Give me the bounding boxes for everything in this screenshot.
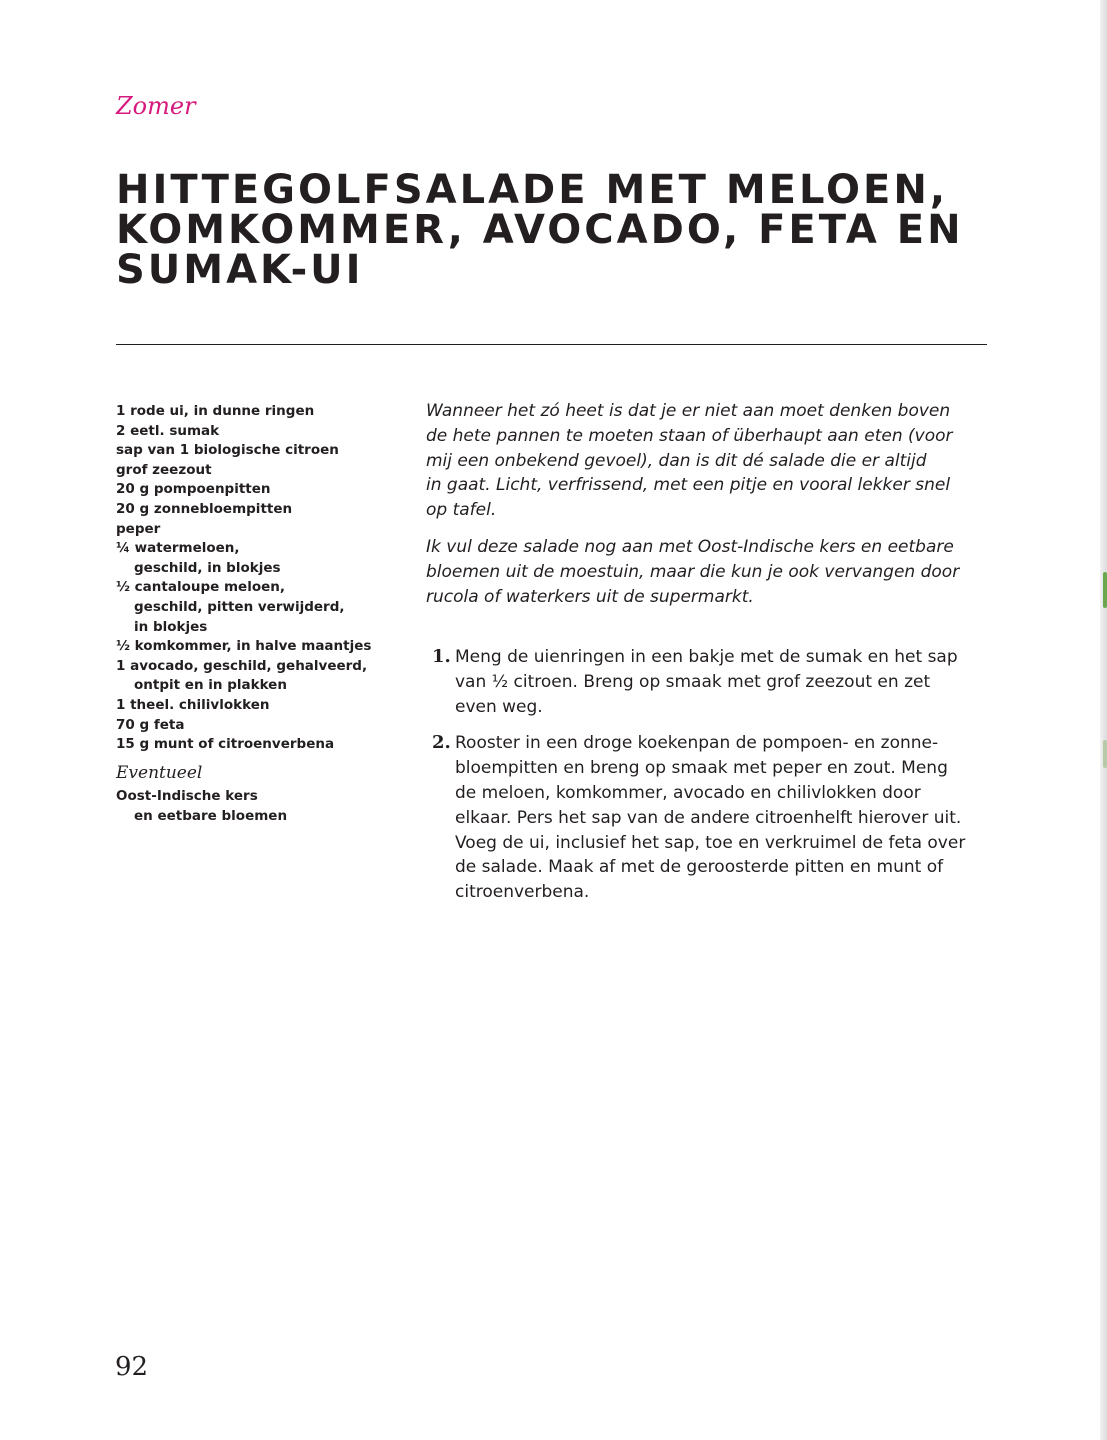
step-number: 2.	[432, 732, 451, 754]
page-number: 92	[115, 1352, 149, 1382]
ingredient-item: 1 avocado, geschild, gehalveerd,	[116, 657, 368, 674]
ingredient-item: ½ cantaloupe meloen,	[116, 579, 286, 596]
ingredient-item: in blokjes	[134, 618, 208, 635]
method-steps	[426, 645, 996, 917]
page-edge	[1100, 0, 1107, 1440]
ingredient-item: 70 g feta	[116, 716, 185, 733]
step-line: citroenverbena.	[455, 882, 590, 903]
title-line: HITTEGOLFSALADE MET MELOEN,	[116, 167, 949, 213]
ingredient-item: 15 g munt of citroenverbena	[116, 736, 335, 753]
ingredient-list	[116, 402, 406, 826]
title-line: SUMAK-UI	[116, 247, 364, 293]
step-line: Rooster in een droge koekenpan de pompoen- en zonne-	[455, 733, 939, 754]
step-line: van ½ citroen. Breng op smaak met grof zeezout en zet	[455, 671, 931, 692]
ingredient-item: ½ komkommer, in halve maantjes	[116, 638, 372, 655]
step-line: elkaar. Pers het sap van de andere citroenhelft hierover uit.	[455, 807, 962, 828]
title-divider	[116, 344, 987, 345]
ingredient-item: sap van 1 biologische citroen	[116, 442, 339, 459]
step-line: de meloen, komkommer, avocado en chilivlokken door	[455, 782, 921, 803]
step-number: 1.	[432, 646, 451, 667]
ingredient-item: grof zeezout	[116, 461, 212, 478]
recipe-title	[116, 167, 996, 293]
method-step	[426, 731, 996, 905]
intro-line: Wanneer het zó heet is dat je er niet aan moet denken boven	[426, 401, 951, 421]
step-line: Meng de uienringen in een bakje met de sumak en het sap	[455, 647, 958, 667]
optional-item: Oost-Indische kers	[116, 788, 258, 805]
step-line: even weg.	[455, 696, 543, 717]
ingredient-item: geschild, pitten verwijderd,	[134, 598, 345, 615]
optional-item: en eetbare bloemen	[134, 807, 288, 824]
intro-line: rucola of waterkers uit de supermarkt.	[426, 586, 754, 607]
ingredient-item: geschild, in blokjes	[134, 559, 281, 576]
ingredient-item: 1 rode ui, in dunne ringen	[116, 403, 315, 419]
step-line: Voeg de ui, inclusief het sap, toe en verkruimel de feta over	[455, 832, 966, 853]
page-edge-leaf	[1103, 740, 1107, 768]
intro-line: op tafel.	[426, 500, 497, 521]
step-line: de salade. Maak af met de geroosterde pitten en munt of	[455, 857, 944, 878]
title-line: KOMKOMMER, AVOCADO, FETA EN	[116, 207, 964, 253]
method-step	[426, 645, 996, 719]
intro-line: bloemen uit de moestuin, maar die kun je ook vervangen door	[426, 561, 960, 582]
ingredient-item: peper	[116, 520, 161, 537]
recipe-intro	[426, 399, 986, 621]
ingredient-item: 20 g pompoenpitten	[116, 481, 271, 498]
intro-line: de hete pannen te moeten staan of überhaupt aan eten (voor	[426, 425, 953, 446]
ingredient-item: 2 eetl. sumak	[116, 422, 220, 439]
optional-heading: Eventueel	[116, 762, 203, 783]
intro-line: Ik vul deze salade nog aan met Oost-Indische kers en eetbare	[426, 536, 954, 557]
step-line: bloempitten en breng op smaak met peper en zout. Meng	[455, 758, 948, 779]
intro-line: mij een onbekend gevoel), dan is dit dé salade die er altijd	[426, 450, 927, 471]
intro-paragraph	[426, 535, 986, 609]
intro-paragraph	[426, 399, 986, 523]
intro-line: in gaat. Licht, verfrissend, met een pitje en vooral lekker snel	[426, 475, 951, 496]
ingredient-item: 20 g zonnebloempitten	[116, 500, 293, 517]
page-edge-leaf	[1103, 572, 1107, 608]
ingredient-item: ¼ watermeloen,	[116, 540, 240, 557]
section-label: Zomer	[116, 92, 196, 120]
ingredient-item: ontpit en in plakken	[134, 677, 287, 694]
ingredient-item: 1 theel. chilivlokken	[116, 696, 270, 713]
